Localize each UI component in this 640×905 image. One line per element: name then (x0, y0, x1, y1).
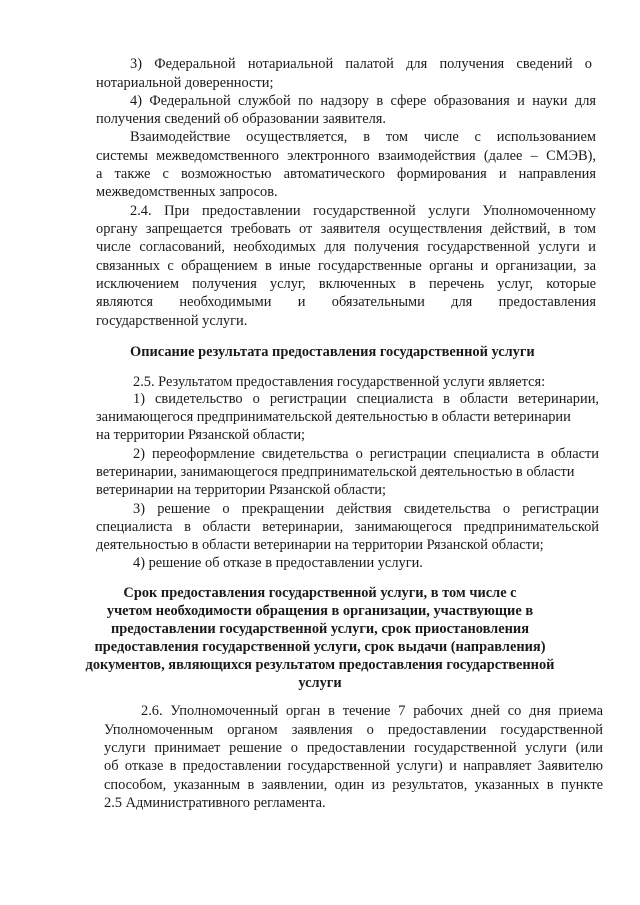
result-1-line-3: на территории Рязанской области; (96, 427, 306, 443)
item-4-line-1: 4) Федеральной службой по надзору в сфере образования и науки для (130, 93, 596, 109)
heading-term-line-2: учетом необходимости обращения в организации, участвующие в (106, 603, 534, 619)
heading-term-line-3: предоставлении государственной услуги, срок приостановления (111, 621, 529, 637)
interaction-line-2: системы межведомственного электронного взаимодействия (далее – СМЭВ), (96, 148, 596, 164)
interaction-line-1: Взаимодействие осуществляется, в том числе с использованием (130, 129, 596, 145)
item-4-line-2: получения сведений об образовании заявителя. (96, 111, 386, 127)
result-3-line-1: 3) решение о прекращении действия свидетельства о регистрации (133, 501, 599, 517)
heading-term-line-5: документов, являющихся результатом предоставления государственной (85, 657, 555, 673)
heading-term-line-6: услуги (298, 675, 342, 691)
p-2-4-line-3: числе согласований, необходимых для получения государственной услуги и (96, 239, 596, 255)
p-2-6-line-3: услуги принимает решение о предоставлении государственной услуги (или (104, 740, 603, 756)
interaction-line-4: межведомственных запросов. (96, 184, 278, 200)
p-2-6-line-5: способом, указанным в заявлении, один из результатов, указанных в пункте (104, 777, 603, 793)
p-2-4-line-1: 2.4. При предоставлении государственной услуги Уполномоченному (130, 203, 596, 219)
item-3-line-2: нотариальной доверенности; (96, 75, 274, 91)
heading-term-line-1: Срок предоставления государственной услуги, в том числе с (123, 585, 517, 601)
p-2-4-line-5: исключением получения услуг, включенных в перечень услуг, которые (96, 276, 596, 292)
p-2-4-line-6: являются необходимыми и обязательными для предоставления (96, 294, 596, 310)
item-3-line-1: 3) Федеральной нотариальной палатой для получения сведений о (130, 56, 592, 72)
result-2-line-2: ветеринарии, занимающегося предпринимательской деятельностью в области (96, 464, 575, 480)
heading-term-line-4: предоставления государственной услуги, срок выдачи (направления) (94, 639, 546, 655)
p-2-6-line-1: 2.6. Уполномоченный орган в течение 7 рабочих дней со дня приема (141, 703, 603, 719)
result-3-line-3: деятельностью в области ветеринарии на территории Рязанской области; (96, 537, 544, 553)
heading-result: Описание результата предоставления государственной услуги (130, 344, 535, 360)
p-2-4-line-4: связанных с обращением в иные государственные органы и организации, за (96, 258, 596, 274)
p-2-6-line-2: Уполномоченным органом заявления о предоставлении государственной (104, 722, 603, 738)
p-2-4-line-7: государственной услуги. (96, 313, 248, 329)
result-3-line-2: специалиста в области ветеринарии, занимающегося предпринимательской (96, 519, 599, 535)
interaction-line-3: а также с возможностью автоматического формирования и направления (96, 166, 596, 182)
result-2-line-1: 2) переоформление свидетельства о регистрации специалиста в области (133, 446, 599, 462)
p-2-5: 2.5. Результатом предоставления государственной услуги является: (133, 374, 546, 390)
p-2-4-line-2: органу запрещается требовать от заявителя осуществления действий, в том (96, 221, 596, 237)
p-2-6-line-4: об отказе в предоставлении государственной услуги) и направляет Заявителю (104, 758, 603, 774)
result-2-line-3: ветеринарии на территории Рязанской области; (96, 482, 386, 498)
p-2-6-line-6: 2.5 Административного регламента. (104, 795, 326, 811)
result-1-line-2: занимающегося предпринимательской деятельностью в области ветеринарии (96, 409, 571, 425)
result-1-line-1: 1) свидетельство о регистрации специалиста в области ветеринарии, (133, 391, 599, 407)
result-4: 4) решение об отказе в предоставлении услуги. (133, 555, 423, 571)
